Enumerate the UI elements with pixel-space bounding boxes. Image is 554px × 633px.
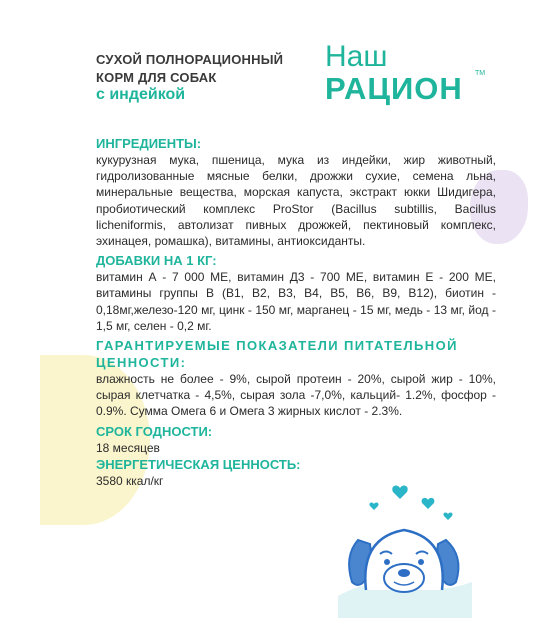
additives-text: витамин А - 7 000 МЕ, витамин Д3 - 700 МЕ, витамин Е - 200 МЕ, витамины группы В (В1, В2, В3, В4, В5, В6, В9, В12), биотин - 0,18мг,железо-120 мг, цинк - 150 мг, марганец - 15 мг, медь - 13 мг, йод - 1,5 мг, селен - 0,2 мг.	[96, 270, 496, 333]
label-content	[96, 135, 496, 489]
brand-logo-top: Наш	[325, 40, 388, 73]
ingredients-text: кукурузная мука, пшеница, мука из индейки, жир животный, гидролизованные мясные белки, дрожжи сухие, семена льна, минеральные вещества, морская капуста, экстракт юкки Шидигера, пробиотический комплекс ProStor (Bacillus subtillis, Bacillus licheniformis, автолизат пивных дрожжей, пектиновый комплекс, эхинацея, ромашка), витамины, антиоксиданты.	[96, 153, 496, 249]
product-header	[96, 42, 496, 112]
product-title-line-2: КОРМ ДЛЯ СОБАК	[96, 70, 217, 85]
additives-heading: ДОБАВКИ НА 1 КГ:	[96, 253, 217, 269]
brand-logo-bottom: РАЦИОН	[325, 71, 463, 106]
product-flavor: с индейкой	[96, 86, 186, 103]
heart-icon	[422, 498, 435, 509]
energy-heading: ЭНЕРГЕТИЧЕСКАЯ ЦЕННОСТЬ:	[96, 456, 301, 472]
product-title-line-1: СУХОЙ ПОЛНОРАЦИОННЫЙ	[96, 52, 284, 67]
guaranteed-values-text: влажность не более - 9%, сырой протеин - 20%, сырой жир - 10%, сырая клетчатка - 4,5%, сырая зола -7,0%, кальций- 1.2%, фосфор - 0.9%. Сумма Омега 6 и Омега 3 жирных кислот - 2.3%.	[96, 372, 496, 419]
heart-icon	[369, 503, 378, 510]
ingredients-heading: ИНГРЕДИЕНТЫ:	[96, 136, 202, 151]
dog-icon	[330, 478, 480, 618]
shelf-life-text: 18 месяцев	[96, 440, 160, 455]
brand-trademark: TM	[475, 70, 486, 77]
dog-nose	[398, 569, 410, 577]
dog-eye-left	[384, 559, 390, 565]
shelf-life-heading: СРОК ГОДНОСТИ:	[96, 423, 213, 439]
energy-text: 3580 ккал/кг	[96, 473, 164, 488]
dog-snout	[384, 564, 424, 592]
brand-logo	[325, 42, 485, 112]
dog-eye-right	[418, 559, 424, 565]
heart-icon	[443, 513, 452, 520]
heart-icon	[392, 485, 407, 499]
guaranteed-values-heading: ГАРАНТИРУЕМЫЕ ПОКАЗАТЕЛИ ПИТАТЕЛЬНОЙ ЦЕННОСТИ:	[96, 338, 458, 371]
